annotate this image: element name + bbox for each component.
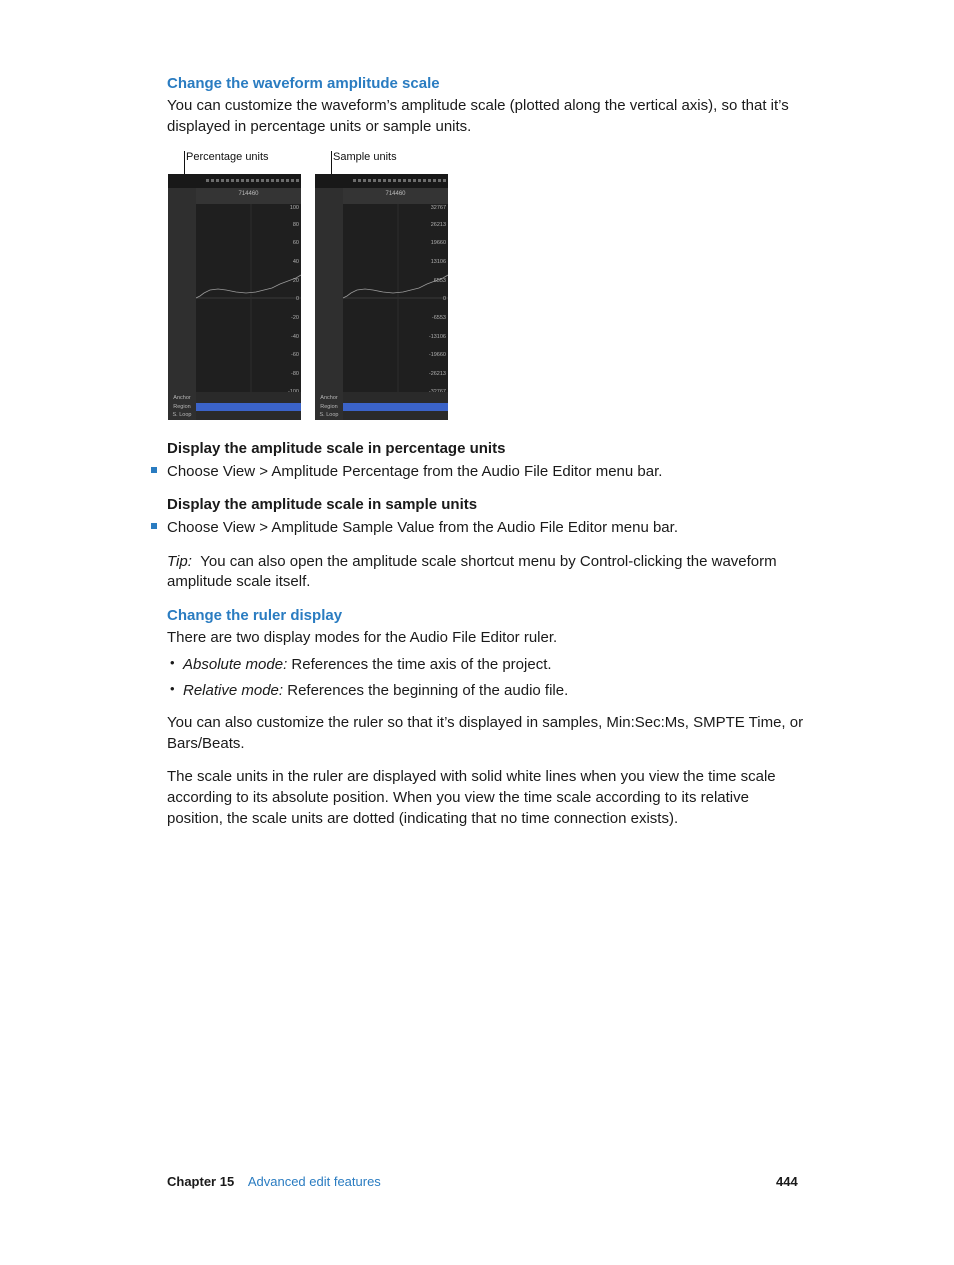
lane-label-sloop: S. Loop [172,412,192,418]
tick-label: -40 [291,334,299,340]
tick-label: -80 [291,371,299,377]
ruler-intro: There are two display modes for the Audio File Editor ruler. [167,629,558,646]
tick-label: 32767 [430,205,446,211]
task-heading-samples: Display the amplitude scale in sample units [167,496,478,513]
region-bar[interactable] [343,403,448,411]
tick-label: 60 [292,240,299,246]
tick-label: 80 [292,222,299,228]
tick-label: -20 [291,315,299,321]
intro-line-2: displayed in percentage units or sample units. [167,118,472,135]
tick-label: -6553 [431,315,446,321]
para2-line-2: according to its absolute position. When you view the time scale according to its relative [167,789,749,806]
section-heading-ruler: Change the ruler display [167,607,343,624]
tick-label: -19660 [428,352,446,358]
para1-line-2: Bars/Beats. [167,735,245,752]
lane-label-sloop: S. Loop [319,412,339,418]
bullet-relative-mode [183,680,568,701]
footer-chapter-link[interactable]: Advanced edit features [247,1174,381,1189]
tick-label: -26213 [428,371,446,377]
bullet-dot-icon: • [170,655,175,670]
tick-label: -13106 [428,334,446,340]
task-step-samples: Choose View > Amplitude Sample Value from the Audio File Editor menu bar. [167,519,678,536]
term-absolute: Absolute mode: [183,656,288,673]
tip-line-2: amplitude scale itself. [167,573,311,590]
tick-label: 20 [292,278,299,284]
para1-line-1: You can also customize the ruler so that it’s displayed in samples, Min:Sec:Ms, SMPTE Time, or [167,714,804,731]
section-heading-amplitude: Change the waveform amplitude scale [167,75,440,92]
lane-label-region: Region [320,404,338,410]
tip-text: You can also open the amplitude scale shortcut menu by Control-clicking the waveform [200,553,777,570]
tick-label: 0 [295,296,299,302]
para2-line-1: The scale units in the ruler are displayed with solid white lines when you view the time scale [167,768,776,785]
tick-label: 26213 [430,222,446,228]
bullet-square-icon [151,467,157,473]
tip-label: Tip: [167,553,192,570]
ruler[interactable]: 714460 [196,188,301,204]
editor-toolbar [315,174,448,188]
tick-label: 19660 [430,240,446,246]
lane-label-anchor: Anchor [320,395,338,401]
tick-label: -60 [291,352,299,358]
tick-label: 0 [442,296,446,302]
tick-label: 13106 [430,259,446,265]
amplitude-scale-percentage[interactable] [168,188,196,420]
waveform-panel-samples [315,174,448,420]
desc-absolute: References the time axis of the project. [291,656,552,673]
page-number: 444 [776,1174,798,1189]
tip-line-1 [167,551,777,572]
task-step-percentage: Choose View > Amplitude Percentage from the Audio File Editor menu bar. [167,463,663,480]
lane-label-region: Region [173,404,191,410]
bullet-square-icon [151,523,157,529]
term-relative: Relative mode: [183,682,284,699]
para2-line-3: position, the scale units are dotted (indicating that no time connection exists). [167,810,679,827]
bullet-absolute-mode [183,654,552,675]
amplitude-scale-samples[interactable] [315,188,343,420]
callout-sample-units: Sample units [333,151,397,163]
footer [167,1174,381,1189]
bullet-dot-icon: • [170,681,175,696]
waveform-panel-percentage [168,174,301,420]
tick-label: 40 [292,259,299,265]
callout-percentage-units: Percentage units [186,151,269,163]
ruler[interactable]: 714460 [343,188,448,204]
intro-line-1: You can customize the waveform’s amplitude scale (plotted along the vertical axis), so that it’s [167,97,789,114]
desc-relative: References the beginning of the audio file. [287,682,569,699]
editor-toolbar [168,174,301,188]
footer-chapter: Chapter 15 [167,1174,235,1189]
lane-label-anchor: Anchor [173,395,191,401]
task-heading-percentage: Display the amplitude scale in percentage units [167,440,506,457]
tick-label: 100 [289,205,299,211]
tick-label: 6553 [433,278,446,284]
region-bar[interactable] [196,403,301,411]
